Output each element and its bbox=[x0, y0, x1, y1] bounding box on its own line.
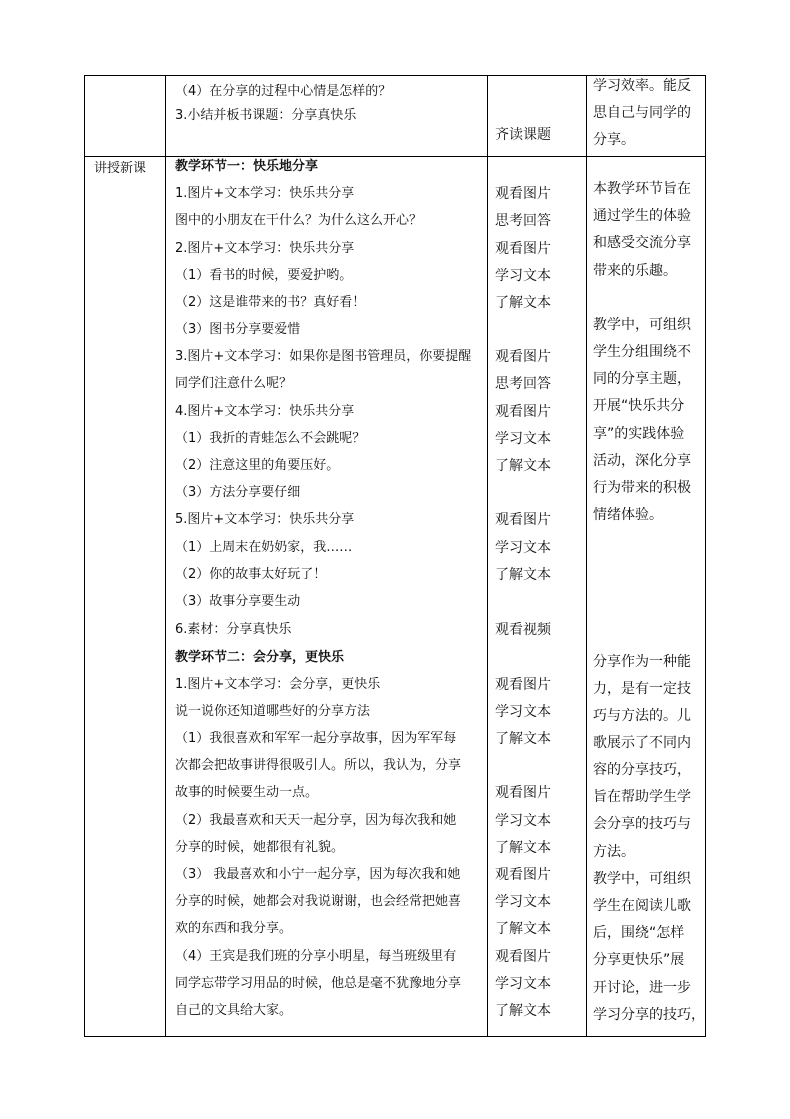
content-line: （2）这是谁带来的书？真好看！ bbox=[175, 295, 366, 310]
intent-line: 容的分享技巧， bbox=[593, 762, 691, 778]
intent-line: 和感受交流分享 bbox=[593, 235, 691, 251]
content-line: 分享的时候，她都很有礼貌。 bbox=[175, 840, 345, 855]
content-line: 1.图片+文本学习：快乐共分享 bbox=[175, 186, 355, 201]
intent-line: 本教学环节旨在 bbox=[593, 181, 691, 197]
content-line: （1）看书的时候，要爱护哟。 bbox=[175, 268, 353, 283]
intent-line: 思自己与同学的 bbox=[593, 105, 691, 121]
activity-line: 学习文本 bbox=[495, 976, 551, 992]
activity-line: 学习文本 bbox=[495, 431, 551, 447]
intent-line: 教学中，可组织 bbox=[593, 871, 691, 887]
content-line: 4.图片+文本学习：快乐共分享 bbox=[175, 404, 355, 419]
column-divider bbox=[487, 75, 488, 1037]
activity-line: 观看图片 bbox=[495, 404, 551, 420]
content-line: 图中的小朋友在干什么？为什么这么开心？ bbox=[175, 213, 423, 228]
intent-line: 教学中，可组织 bbox=[593, 317, 691, 333]
column-divider bbox=[586, 75, 587, 1037]
content-line: 6.素材：分享真快乐 bbox=[175, 622, 292, 637]
content-line: 分享的时候，她都会对我说谢谢，也会经常把她喜 bbox=[175, 894, 462, 909]
content-line: （3） 我最喜欢和小宁一起分享，因为每次我和她 bbox=[175, 867, 461, 882]
content-line: （4）王宾是我们班的分享小明星，每当班级里有 bbox=[175, 949, 457, 964]
intent-line: 学习效率。能反 bbox=[593, 78, 691, 94]
activity-line: 观看图片 bbox=[495, 512, 551, 528]
activity-line: 观看视频 bbox=[495, 622, 551, 638]
content-line: （3）方法分享要仔细 bbox=[175, 485, 301, 500]
content-line: （4）在分享的过程中心情是怎样的？ bbox=[175, 84, 392, 99]
intent-line: 旨在帮助学生学 bbox=[593, 789, 691, 805]
content-line: 欢的东西和我分享。 bbox=[175, 921, 293, 936]
content-line: 自己的文具给大家。 bbox=[175, 1003, 293, 1018]
intent-line: 带来的乐趣。 bbox=[593, 263, 677, 279]
content-line: （1）我折的青蛙怎么不会跳呢？ bbox=[175, 431, 366, 446]
intent-line: 开展“快乐共分 bbox=[593, 398, 685, 414]
content-line: 5.图片+文本学习：快乐共分享 bbox=[175, 512, 355, 527]
activity-line: 学习文本 bbox=[495, 268, 551, 284]
intent-line: 开讨论，进一步 bbox=[593, 980, 691, 996]
intent-line: 通过学生的体验 bbox=[593, 208, 691, 224]
intent-line: 分享作为一种能 bbox=[593, 654, 691, 670]
intent-line: 学生在阅读儿歌 bbox=[593, 898, 691, 914]
intent-line: 学习分享的技巧， bbox=[593, 1007, 705, 1023]
table-border-left bbox=[84, 75, 85, 1037]
content-line: （2）你的故事太好玩了！ bbox=[175, 567, 327, 582]
activity-line: 观看图片 bbox=[495, 949, 551, 965]
content-line: 教学环节一：快乐地分享 bbox=[175, 159, 319, 174]
table-border-right bbox=[705, 75, 706, 1037]
activity-line: 观看图片 bbox=[495, 785, 551, 801]
activity-line: 思考回答 bbox=[495, 376, 551, 392]
content-line: （2）注意这里的角要压好。 bbox=[175, 458, 340, 473]
intent-line: 会分享的技巧与 bbox=[593, 816, 691, 832]
table-border-bottom bbox=[84, 1036, 706, 1037]
content-line: 2.图片+文本学习：快乐共分享 bbox=[175, 241, 355, 256]
intent-line: 后，围绕“怎样 bbox=[593, 925, 685, 941]
content-line: 同学忘带学习用品的时候，他总是毫不犹豫地分享 bbox=[175, 976, 462, 991]
intent-line: 分享更快乐”展 bbox=[593, 952, 685, 968]
activity-line: 了解文本 bbox=[495, 921, 551, 937]
activity-line: 学习文本 bbox=[495, 813, 551, 829]
activity-line: 学习文本 bbox=[495, 540, 551, 556]
activity-line: 齐读课题 bbox=[495, 127, 551, 143]
intent-line: 活动，深化分享 bbox=[593, 453, 691, 469]
content-line: 说一说你还知道哪些好的分享方法 bbox=[175, 704, 371, 719]
intent-line: 巧与方法的。儿 bbox=[593, 708, 691, 724]
activity-line: 学习文本 bbox=[495, 704, 551, 720]
activity-line: 观看图片 bbox=[495, 241, 551, 257]
content-line: 教学环节二：会分享，更快乐 bbox=[175, 650, 345, 665]
intent-line: 学生分组围绕不 bbox=[593, 344, 691, 360]
activity-line: 了解文本 bbox=[495, 567, 551, 583]
table-border-top bbox=[84, 75, 706, 76]
intent-line: 享”的实践体验 bbox=[593, 426, 685, 442]
activity-line: 观看图片 bbox=[495, 349, 551, 365]
activity-line: 了解文本 bbox=[495, 731, 551, 747]
content-line: 3.小结并板书课题：分享真快乐 bbox=[175, 108, 357, 123]
row-divider bbox=[84, 156, 706, 157]
activity-line: 观看图片 bbox=[495, 677, 551, 693]
content-line: 次都会把故事讲得很吸引人。所以，我认为，分享 bbox=[175, 758, 462, 773]
activity-line: 思考回答 bbox=[495, 213, 551, 229]
intent-line: 行为带来的积极 bbox=[593, 480, 691, 496]
intent-line: 分享。 bbox=[593, 132, 635, 148]
column-divider bbox=[165, 75, 166, 1037]
content-line: 故事的时候要生动一点。 bbox=[175, 785, 319, 800]
content-line: 1.图片+文本学习：会分享，更快乐 bbox=[175, 677, 381, 692]
activity-line: 观看图片 bbox=[495, 867, 551, 883]
content-line: （3）故事分享要生动 bbox=[175, 594, 301, 609]
content-line: （1）上周末在奶奶家，我…… bbox=[175, 540, 353, 555]
activity-line: 了解文本 bbox=[495, 840, 551, 856]
content-line: 3.图片+文本学习：如果你是图书管理员，你要提醒 bbox=[175, 349, 472, 364]
content-line: 同学们注意什么呢？ bbox=[175, 376, 293, 391]
content-line: （1）我很喜欢和军军一起分享故事，因为军军每 bbox=[175, 731, 457, 746]
activity-line: 了解文本 bbox=[495, 295, 551, 311]
intent-line: 同的分享主题， bbox=[593, 371, 691, 387]
intent-line: 力，是有一定技 bbox=[593, 681, 691, 697]
section-label: 讲授新课 bbox=[94, 161, 147, 176]
intent-line: 方法。 bbox=[593, 844, 635, 860]
activity-line: 观看图片 bbox=[495, 186, 551, 202]
activity-line: 学习文本 bbox=[495, 894, 551, 910]
intent-line: 歌展示了不同内 bbox=[593, 735, 691, 751]
intent-line: 情绪体验。 bbox=[593, 507, 663, 523]
content-line: （2）我最喜欢和天天一起分享，因为每次我和她 bbox=[175, 813, 457, 828]
activity-line: 了解文本 bbox=[495, 458, 551, 474]
activity-line: 了解文本 bbox=[495, 1003, 551, 1019]
content-line: （3）图书分享要爱惜 bbox=[175, 322, 301, 337]
